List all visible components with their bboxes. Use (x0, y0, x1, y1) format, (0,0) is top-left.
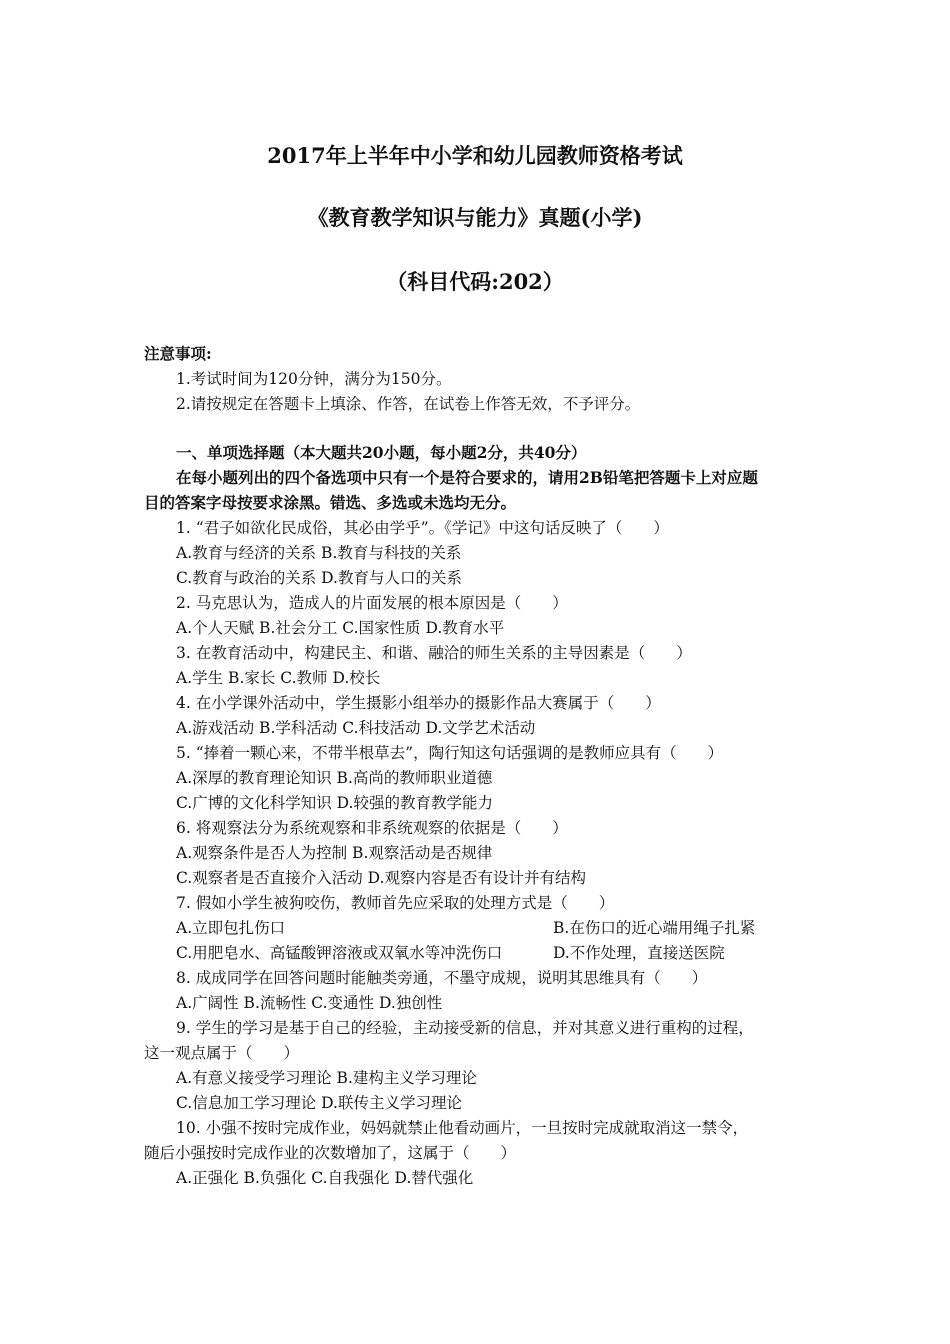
notice-heading: 注意事项: (144, 344, 212, 363)
question-2-options: A.个人天赋 B.社会分工 C.国家性质 D.教育水平 (176, 619, 505, 637)
question-1-options-cd: C.教育与政治的关系 D.教育与人口的关系 (176, 569, 462, 587)
question-8-options: A.广阔性 B.流畅性 C.变通性 D.独创性 (176, 994, 443, 1012)
question-3: 3. 在教育活动中，构建民主、和谐、融洽的师生关系的主导因素是（ ） (176, 644, 692, 662)
question-9-line-2: 这一观点属于（ ） (144, 1044, 300, 1062)
question-1: 1. “君子如欲化民成俗，其必由学乎”。《学记》中这句话反映了（ ） (176, 519, 669, 537)
question-4-options: A.游戏活动 B.学科活动 C.科技活动 D.文学艺术活动 (176, 719, 536, 737)
question-10-options: A.正强化 B.负强化 C.自我强化 D.替代强化 (176, 1169, 474, 1187)
question-6-options-cd: C.观察者是否直接介入活动 D.观察内容是否有设计并有结构 (176, 869, 586, 887)
exam-title: 2017年上半年中小学和幼儿园教师资格考试 (267, 143, 683, 168)
question-7-option-b: B.在伤口的近心端用绳子扎紧 (553, 919, 756, 937)
question-4: 4. 在小学课外活动中，学生摄影小组举办的摄影作品大赛属于（ ） (176, 694, 661, 712)
section-instruction-2: 目的答案字母按要求涂黑。错选、多选或未选均无分。 (144, 493, 517, 512)
exam-subtitle: 《教育教学知识与能力》真题(小学) (307, 205, 643, 230)
section-heading: 一、单项选择题（本大题共20小题，每小题2分，共40分） (176, 443, 587, 462)
question-8: 8. 成成同学在回答问题时能触类旁通，不墨守成规，说明其思维具有（ ） (176, 969, 708, 987)
question-7-option-a: A.立即包扎伤口 (176, 919, 286, 937)
question-9-line-1: 9. 学生的学习是基于自己的经验，主动接受新的信息，并对其意义进行重构的过程， (176, 1019, 754, 1037)
question-10-line-1: 10. 小强不按时完成作业，妈妈就禁止他看动画片，一旦按时完成就取消这一禁令， (176, 1119, 749, 1137)
question-6: 6. 将观察法分为系统观察和非系统观察的依据是（ ） (176, 819, 568, 837)
question-10-line-2: 随后小强按时完成作业的次数增加了，这属于（ ） (144, 1144, 517, 1162)
question-7-option-d: D.不作处理，直接送医院 (553, 944, 725, 962)
section-instruction-1: 在每小题列出的四个备选项中只有一个是符合要求的，请用2B铅笔把答题卡上对应题 (176, 468, 758, 487)
question-9-options-ab: A.有意义接受学习理论 B.建构主义学习理论 (176, 1069, 477, 1087)
question-2: 2. 马克思认为，造成人的片面发展的根本原因是（ ） (176, 594, 568, 612)
question-7-option-c: C.用肥皂水、高锰酸钾溶液或双氧水等冲洗伤口 (176, 944, 503, 962)
question-1-options-ab: A.教育与经济的关系 B.教育与科技的关系 (176, 544, 462, 562)
question-9-options-cd: C.信息加工学习理论 D.联传主义学习理论 (176, 1094, 462, 1112)
question-5-options-ab: A.深厚的教育理论知识 B.高尚的教师职业道德 (176, 769, 493, 787)
question-7: 7. 假如小学生被狗咬伤，教师首先应采取的处理方式是（ ） (176, 894, 615, 912)
question-3-options: A.学生 B.家长 C.教师 D.校长 (176, 669, 381, 687)
notice-item-1: 1.考试时间为120分钟，满分为150分。 (176, 370, 452, 388)
notice-item-2: 2.请按规定在答题卡上填涂、作答，在试卷上作答无效，不予评分。 (176, 395, 641, 413)
question-5-options-cd: C.广博的文化科学知识 D.较强的教育教学能力 (176, 794, 493, 812)
question-5: 5. “捧着一颗心来，不带半根草去”，陶行知这句话强调的是教师应具有（ ） (176, 744, 724, 762)
question-6-options-ab: A.观察条件是否人为控制 B.观察活动是否规律 (176, 844, 493, 862)
subject-code: （科目代码:202） (386, 269, 564, 294)
